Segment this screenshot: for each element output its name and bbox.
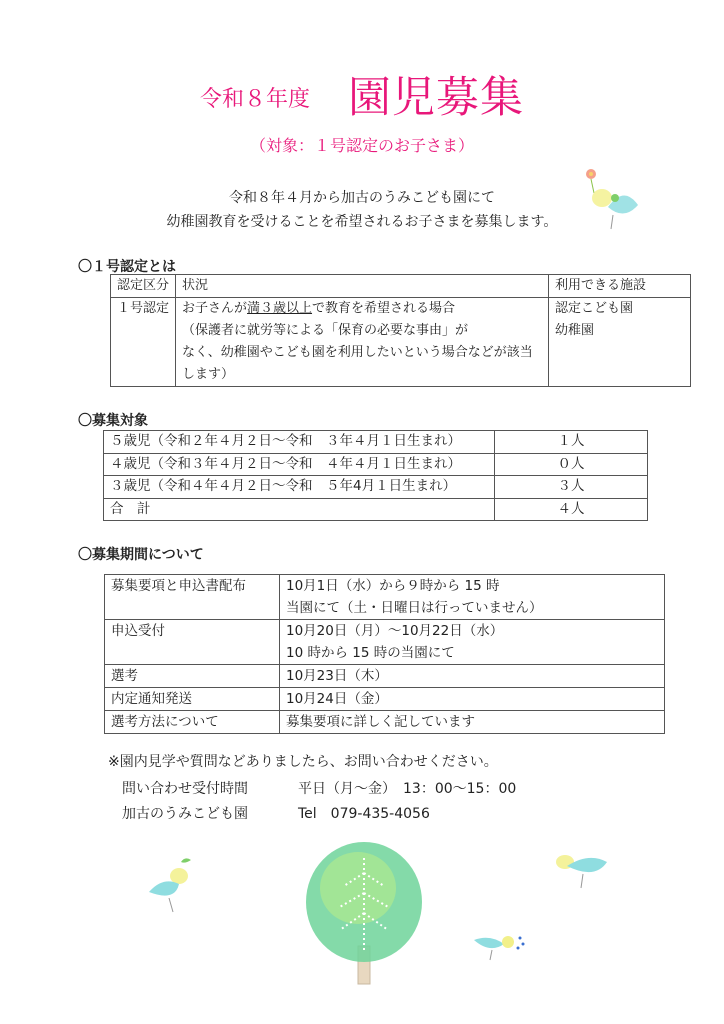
text: します） <box>182 367 235 382</box>
facilities-cell <box>549 298 691 387</box>
text: 10 時から 15 時の当園にて <box>286 645 455 661</box>
table-row <box>104 498 648 521</box>
text: 10月1日（水）から９時から 15 時 <box>286 578 500 594</box>
table-row <box>104 453 648 476</box>
bird-illustration <box>145 856 200 914</box>
schedule-value: 10月24日（金） <box>280 688 665 711</box>
total-label: 合 計 <box>104 498 495 521</box>
table-row <box>111 298 691 387</box>
schedule-value <box>280 575 665 620</box>
table-row <box>104 476 648 499</box>
bird-illustration <box>470 930 530 964</box>
schedule-label: 内定通知発送 <box>105 688 280 711</box>
schedule-value: 10月23日（木） <box>280 665 665 688</box>
count-cell: １人 <box>495 431 648 454</box>
col-header: 認定区分 <box>111 275 176 298</box>
tel: Tel 079-435-4056 <box>298 806 430 822</box>
age-cell: ４歳児（令和３年４月２日～令和 ４年４月１日生まれ） <box>104 453 495 476</box>
bird-flower-illustration <box>580 165 640 233</box>
schedule-table <box>104 574 665 734</box>
certification-table <box>110 274 691 387</box>
schedule-value: 募集要項に詳しく記しています <box>280 711 665 734</box>
text: 幼稚園 <box>555 323 595 338</box>
schedule-label: 申込受付 <box>105 620 280 665</box>
age-cell: ５歳児（令和２年４月２日～令和 ３年４月１日生まれ） <box>104 431 495 454</box>
schedule-value <box>280 620 665 665</box>
page-title: 園児募集 <box>348 73 524 123</box>
table-header-row <box>111 275 691 298</box>
table-row <box>105 620 665 665</box>
col-header: 状況 <box>176 275 549 298</box>
age-cell: ３歳児（令和４年４月２日～令和 ５年4月１日生まれ） <box>104 476 495 499</box>
count-cell: ３人 <box>495 476 648 499</box>
table-row <box>104 431 648 454</box>
table-row <box>105 575 665 620</box>
schedule-label: 選考方法について <box>105 711 280 734</box>
count-cell: ０人 <box>495 453 648 476</box>
contact-note: ※園内見学や質問などありましたら、お問い合わせください。 <box>108 754 498 770</box>
hours-label: 問い合わせ受付時間 <box>122 781 248 797</box>
schedule-label: 選考 <box>105 665 280 688</box>
text: お子さんが <box>182 301 248 316</box>
recruitment-table <box>103 430 648 521</box>
hours-value: 平日（月～金） 13：00～15：00 <box>298 781 517 797</box>
table-row <box>105 665 665 688</box>
text: （保護者に就労等による「保育の必要な事由」が <box>182 323 469 338</box>
title-year: 令和８年度 <box>200 87 311 112</box>
text: なく、幼稚園やこども園を利用したいという場合などが該当 <box>182 345 533 360</box>
table-row <box>105 711 665 734</box>
situation-cell <box>176 298 549 387</box>
section-heading-1: 〇１号認定とは <box>78 259 176 275</box>
category-cell: １号認定 <box>111 298 176 387</box>
col-header: 利用できる施設 <box>549 275 691 298</box>
total-count: ４人 <box>495 498 648 521</box>
text: 10月20日（月）～10月22日（水） <box>286 623 504 639</box>
text: 当園にて（土・日曜日は行っていません） <box>286 600 543 616</box>
underlined-text: 満３歳以上 <box>247 301 313 316</box>
text: 認定こども園 <box>555 301 634 316</box>
schedule-label: 募集要項と申込書配布 <box>105 575 280 620</box>
school-name: 加古のうみこども園 <box>122 806 248 822</box>
bird-illustration <box>545 850 611 892</box>
intro-line-2: 幼稚園教育を受けることを希望されるお子さまを募集します。 <box>166 214 558 230</box>
subtitle: （対象：１号認定のお子さま） <box>249 136 474 155</box>
intro-line-1: 令和８年４月から加古のうみこども園にて <box>229 190 495 206</box>
text: で教育を希望される場合 <box>312 301 456 316</box>
tree-illustration <box>300 838 430 988</box>
table-row <box>105 688 665 711</box>
section-heading-2: 〇募集対象 <box>78 413 148 429</box>
section-heading-3: 〇募集期間について <box>78 547 204 563</box>
